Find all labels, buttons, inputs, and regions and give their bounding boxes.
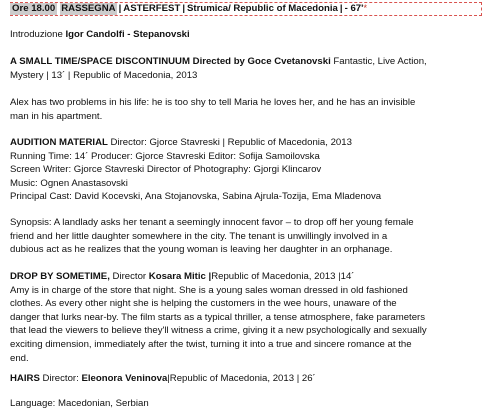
synopsis-line: that lead the viewers to believe they'll witness a crime, giving it a new psychologically and sexually xyxy=(10,325,427,337)
film-1-title: A SMALL TIME/SPACE DISCONTINUUM Directed by Goce Cvetanovski xyxy=(10,56,331,67)
film-entry-1 xyxy=(10,55,478,82)
intro-names: Igor Candolfi - Stepanovski xyxy=(65,29,190,40)
film-4-title: HAIRS xyxy=(10,373,40,384)
film-3-meta: Republic of Macedonia, 2013 |14´ xyxy=(211,271,355,282)
film-1-meta: Mystery | 13´ | Republic of Macedonia, 2013 xyxy=(10,69,198,81)
separator: | xyxy=(118,3,122,14)
synopsis-line: man in his apartment. xyxy=(10,110,103,122)
film-4-director: Eleonora Veninova xyxy=(81,373,168,384)
intro-label: Introduzione xyxy=(10,29,63,40)
synopsis-line: clothes. As every other night she is helping the customers in the wee hours, unaware of the xyxy=(10,298,397,310)
synopsis-line: exciting dimension, immediately after the twist, turning it into a true and sincere romance at the xyxy=(10,338,412,350)
program-page xyxy=(10,0,480,409)
separator: | xyxy=(339,3,343,14)
film-2-writer: Screen Writer: Gjorce Stavreski Director of Photography: Gjorgi Klincarov xyxy=(10,164,322,176)
film-4-director-label: Director: xyxy=(39,373,82,384)
film-3-director-label: Director xyxy=(109,271,149,282)
film-4-meta: |Republic of Macedonia, 2013 | 26´ xyxy=(167,373,316,384)
film-2-meta: Director: Gjorce Stavreski | Republic of Macedonia, 2013 xyxy=(107,137,352,148)
film-2-music: Music: Ognen Anastasovski xyxy=(10,177,128,189)
film-2-synopsis xyxy=(10,216,478,257)
asterisk-mark: * xyxy=(363,3,368,14)
film-3-director: Kosara Mitic | xyxy=(148,271,212,282)
film-2-title: AUDITION MATERIAL xyxy=(10,137,108,148)
synopsis-line: Alex has two problems in his life: he is too shy to tell Maria he loves her, and he has an invisible xyxy=(10,97,416,108)
synopsis-line: dubious act as he realizes that the young woman is leaving her daughter in an orphanage. xyxy=(10,244,393,256)
festival-name: ASTERFEST xyxy=(123,3,181,14)
film-1-genre: Fantastic, Live Action, xyxy=(330,56,427,67)
film-1-synopsis xyxy=(10,96,478,123)
film-entry-2 xyxy=(10,136,478,204)
introduction xyxy=(10,28,478,42)
screening-time: Ore 18.00 xyxy=(12,3,56,14)
film-entry-3 xyxy=(10,270,478,365)
language-line: Language: Macedonian, Serbian xyxy=(10,398,149,409)
total-duration: - 67' xyxy=(344,3,364,14)
film-entry-4 xyxy=(10,372,478,386)
film-3-title: DROP BY SOMETIME, xyxy=(10,271,110,282)
synopsis-line: danger that lurks near-by. The film starts as a typical thriller, a tense atmosphere, fake parameters xyxy=(10,311,426,323)
film-4-language xyxy=(10,397,478,411)
synopsis-line: Synopsis: A landlady asks her tenant a seemingly innocent favor – to drop off her young female xyxy=(10,217,414,228)
header-line xyxy=(10,3,367,15)
synopsis-line: end. xyxy=(10,352,29,364)
synopsis-line: friend and her little daughter somewhere in the city. The tenant is unwillingly involved in a xyxy=(10,230,388,242)
screening-header xyxy=(10,0,480,21)
separator: | xyxy=(182,3,186,14)
festival-location: Strumica/ Republic of Macedonia xyxy=(187,3,338,14)
film-2-cast: Principal Cast: David Kocevski, Ana Stojanovska, Sabina Ajrula-Tozija, Ema Mladenova xyxy=(10,191,382,203)
section-label: RASSEGNA xyxy=(61,3,116,14)
synopsis-line: Amy is in charge of the store that night. She is a young sales woman dressed in old fashioned xyxy=(10,284,408,296)
film-2-running-time: Running Time: 14´ Producer: Gjorce Stavreski Editor: Sofija Samoilovska xyxy=(10,150,320,162)
